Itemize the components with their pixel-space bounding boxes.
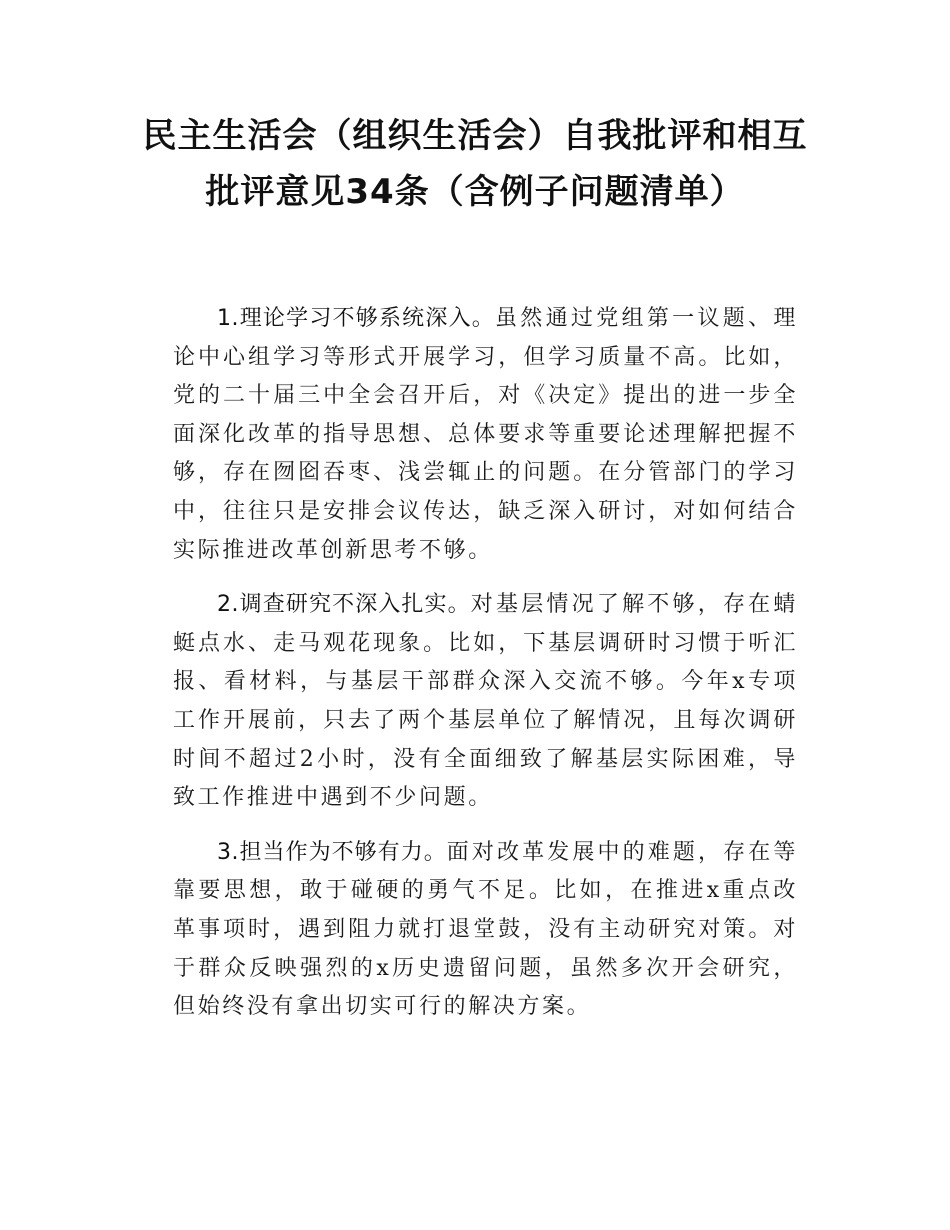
document-title <box>120 108 830 220</box>
paragraph-number: 1. <box>217 306 239 331</box>
paragraph-1 <box>173 300 798 570</box>
paragraph-heading: 调查研究不深入扎实。 <box>239 592 471 618</box>
paragraph-text: 对基层情况了解不够，存在蜻蜓点水、走马观花现象。比如，下基层调研时习惯于听汇报、看材料，与基层干部群众深入交流不够。今年x专项工作开展前，只去了两个基层单位了解情况，且每次调研时间不超过2小时，没有全面细致了解基层实际困难，导致工作推进中遇到不少问题。 <box>173 592 798 811</box>
title-line-2: 批评意见34条（含例子问题清单） <box>205 172 745 212</box>
paragraph-heading: 理论学习不够系统深入。 <box>239 306 495 331</box>
title-line-1: 民主生活会（组织生活会）自我批评和相互 <box>142 116 808 156</box>
paragraph-text: 面对改革发展中的难题，存在等靠要思想，敢于碰硬的勇气不足。比如，在推进x重点改革事项时，遇到阻力就打退堂鼓，没有主动研究对策。对于群众反映强烈的x历史遗留问题，虽然多次开会研究，但始终没有拿出切实可行的解决方案。 <box>173 839 798 1020</box>
paragraph-text: 虽然通过党组第一议题、理论中心组学习等形式开展学习，但学习质量不高。比如，党的二十届三中全会召开后，对《决定》提出的进一步全面深化改革的指导思想、总体要求等重要论述理解把握不够，存在囫囵吞枣、浅尝辄止的问题。在分管部门的学习中，往往只是安排会议传达，缺乏深入研讨，对如何结合实际推进改革创新思考不够。 <box>173 306 798 563</box>
paragraph-2 <box>173 586 798 818</box>
paragraph-3 <box>173 834 798 1027</box>
paragraph-number: 3. <box>217 839 239 865</box>
paragraph-number: 2. <box>217 592 239 618</box>
document-body <box>173 300 798 1043</box>
paragraph-heading: 担当作为不够有力。 <box>239 839 447 865</box>
